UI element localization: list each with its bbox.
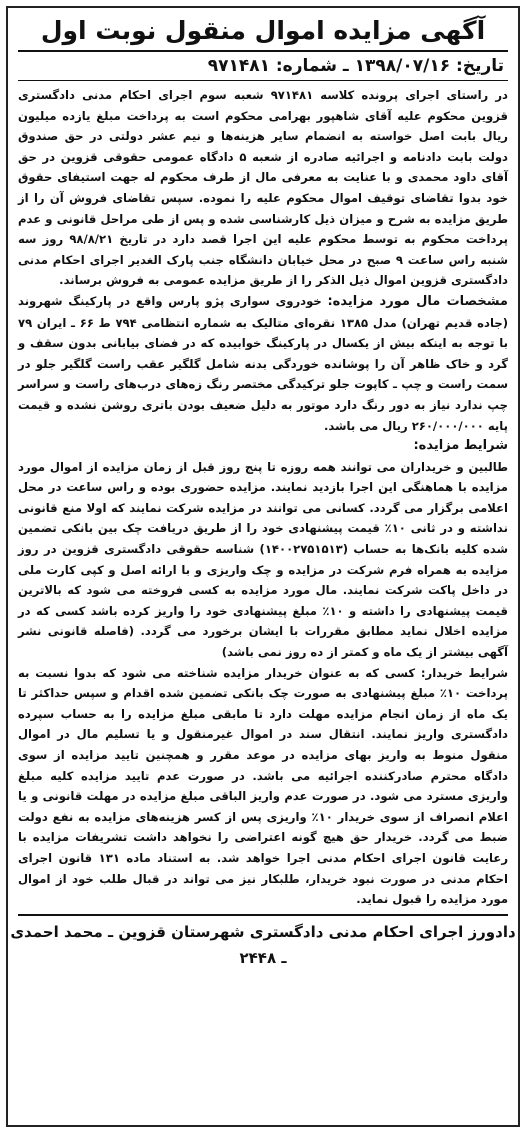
auction-notice — [6, 6, 520, 1127]
notice-title: آگهی مزایده اموال منقول نوبت اول — [40, 16, 486, 45]
intro-paragraph: در راستای اجرای پرونده کلاسه ۹۷۱۴۸۱ شعبه سوم اجرای احکام مدنی دادگستری قزوین محکوم علیه آقای شاهپور بهرامی محکوم است به پرداخت مبلغ یازده میلیون ریال بابت اصل خواسته به انضمام سایر هزینه‌ها و نیم عشر دولتی در حق صندوق دولت بابت دادنامه و اجرائیه صادره از شعبه ۵ دادگاه عمومی حقوقی قزوین در حق آقای داود محمدی و با عنایت به معرفی مال از طرف محکوم له جهت استیفای حقوق خود بدوا تقاضای توقیف اموال محکوم علیه را نموده. سپس تقاضای فروش آن را از طریق مزایده به شرح و میزان ذیل کارشناسی شده و پس از طی مراحل قانونی و عدم پرداخت محکوم به توسط محکوم علیه این اجرا قصد دارد در تاریخ ۹۸/۸/۲۱ روز سه شنبه راس ساعت ۹ صبح در محل خیابان دانشگاه جنب پارک الغدیر اجرای احکام مدنی دادگستری قزوین اموال ذیل الذکر را از طریق مزایده عمومی به فروش برساند. — [18, 88, 508, 288]
meta-divider — [18, 80, 508, 81]
notice-body — [8, 85, 518, 910]
specs-text: خودروی سواری پژو پارس واقع در پارکینگ شهروند (جاده قدیم تهران) مدل ۱۳۸۵ نقره‌ای متالیک به شماره انتظامی ۷۹۴ ط ۶۶ ـ ایران ۷۹ با توجه به اینکه بیش از یکسال در پارکینگ خوابیده که در فضای بیابانی بدون سقف و گرد و خاک ظاهر آن را پوشانده خوردگی بدنه شامل گلگیر عقب راست گلگیر جلو در سمت راست و چپ ـ کاپوت جلو ترکیدگی مختصر رنگ زه‌های درب‌های راست و سراسر چپ ندارد نیاز به دور رنگ دارد موتور به دلیل ضعیف بودن باتری روشن نشده و قیمت پایه ۲۶۰/۰۰۰/۰۰۰ ریال می باشد. — [18, 293, 508, 433]
conditions-paragraph: طالبین و خریداران می توانند همه روزه تا پنج روز قبل از زمان مزایده از اموال مورد مزایده با هماهنگی این اجرا بازدید نمایند. مزایده حضوری بوده و راس ساعت در محل اعلامی برگزار می گردد. کسانی می توانند در مزایده شرکت نمایند که اولا منع قانونی نداشته و در ثانی ۱۰٪ قیمت پیشنهادی خود را از طریق دریافت چک بین بانکی تضمین شده کلیه بانک‌ها به حساب (۱۴۰۰۲۷۵۱۵۱۳) شناسه حقوقی دادگستری قزوین در روز مزایده به همراه فرم شرکت در مزایده و چک واریزی و با ارائه اصل و کپی کارت ملی در داخل پاکت شرکت نمایند. مال مورد مزایده به کسی فروخته می شود که بالاترین قیمت پیشنهادی را داشته و ۱۰٪ مبلغ پیشنهادی خود را واریز کرده باشد کسی که در مزایده اخلال نماید مطابق مقررات با ایشان برخورد می گردد. (فاصله قانونی نشر آگهی بیشتر از یک ماه و کمتر از ده روز نمی باشد) — [18, 459, 509, 660]
date-and-number: تاریخ: ۱۳۹۸/۰۷/۱۶ ـ شماره: ۹۷۱۴۸۱ — [207, 56, 504, 76]
buyer-paragraph: شرایط خریدار: کسی که به عنوان خریدار مزایده شناخته می شود که بدوا نسبت به پرداخت ۱۰٪ مبلغ پیشنهادی به صورت چک بانکی تضمین شده اقدام و سپس حداکثر تا یک ماه از زمان انجام مزایده مهلت دارد تا مابقی مبلغ مزایده را به حساب سپرده دادگستری واریز نمایند. انتقال سند در اموال غیرمنقول و یا تسلیم مال در اموال منقول منوط به واریز بهای مزایده در موعد مقرر و همچنین تایید مزایده از سوی دادگاه محترم صادرکننده اجرائیه می باشد. در صورت عدم تایید مزایده کلیه مبلغ واریزی مسترد می شود. در صورت عدم واریز الباقی مبلغ مزایده در مهلت قانونی و یا اعلام انصراف از سوی خریدار ۱۰٪ واریزی پس از کسر هزینه‌های مزایده به نفع دولت ضبط می گردد. خریدار حق هیچ گونه اعتراضی را نخواهد داشت تشریفات مزایده با رعایت قانون اجرای احکام مدنی اجرا خواهد شد. به استناد ماده ۱۳۱ قانون اجرای احکام مدنی در صورت نبود خریدار، طلبکار نیز می تواند در قبال طلب خود از اموال مورد مزایده را قبول نماید. — [18, 665, 508, 907]
specs-paragraph — [18, 291, 508, 436]
conditions-heading: شرایط مزایده: — [413, 438, 508, 454]
notice-signature: دادورز اجرای احکام مدنی دادگستری شهرستان قزوین ـ محمد احمدی ـ ۲۴۴۸ — [10, 922, 516, 967]
specs-heading: مشخصات مال مورد مزایده: — [327, 293, 508, 309]
